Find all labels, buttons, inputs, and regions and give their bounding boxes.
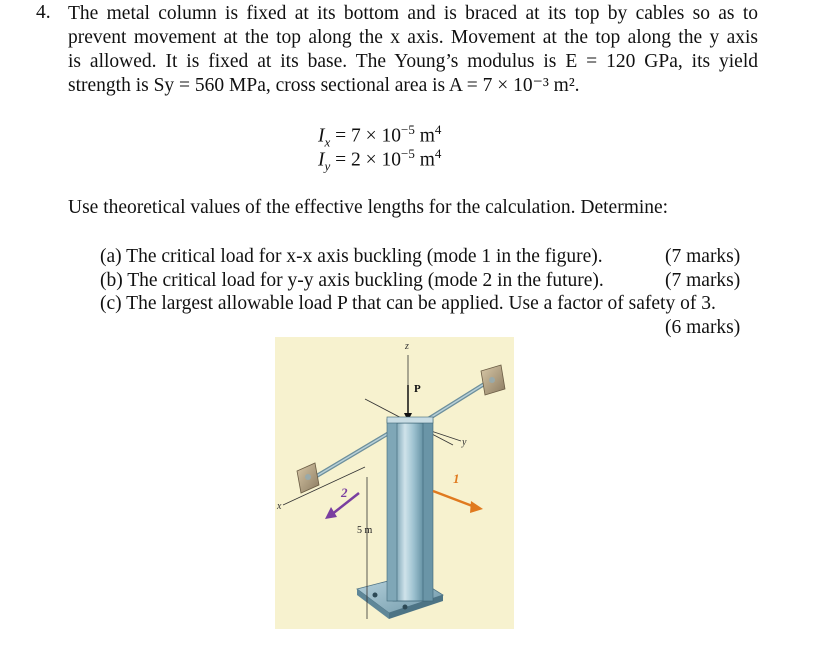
eq-rhs: = 2 × 10 xyxy=(330,149,402,171)
question-number: 4. xyxy=(36,2,51,23)
column-diagram xyxy=(275,337,514,629)
eq-unit: m xyxy=(414,125,435,147)
paragraph-line: prevent movement at the top along the x axis. Movement at the top along the y axis xyxy=(68,27,758,48)
part-b: (b) The critical load for y-y axis buckling (mode 2 in the future). xyxy=(100,270,604,291)
z-axis-label: z xyxy=(405,341,409,352)
column xyxy=(393,423,427,601)
eq-subscript: x xyxy=(324,134,331,150)
eq-rhs: = 7 × 10 xyxy=(330,125,402,147)
left-bracket-bolt xyxy=(305,474,311,480)
eq-unit: m xyxy=(414,149,435,171)
equation-iy xyxy=(318,146,441,174)
eq-symbol: I xyxy=(318,125,325,147)
paragraph-line: is allowed. It is fixed at its base. The Young’s modulus is E = 120 GPa, its yield xyxy=(68,51,758,72)
eq-unit-exponent: 4 xyxy=(434,122,442,137)
question-paragraph xyxy=(68,2,758,98)
paragraph-line: strength is Sy = 560 MPa, cross sectional area is A = 7 × 10⁻³ m². xyxy=(68,75,580,96)
eq-subscript: y xyxy=(324,158,331,174)
part-a: (a) The critical load for x-x axis buckling (mode 1 in the figure). xyxy=(100,246,603,267)
y-axis-label: y xyxy=(462,437,467,448)
base-bolt xyxy=(403,605,408,610)
instruction-text: Use theoretical values of the effective lengths for the calculation. Determine: xyxy=(68,197,669,218)
eq-unit-exponent: 4 xyxy=(434,146,442,161)
part-a-marks: (7 marks) xyxy=(665,246,741,267)
part-c: (c) The largest allowable load P that can be applied. Use a factor of safety of 3. xyxy=(100,293,716,314)
part-c-marks: (6 marks) xyxy=(665,317,741,338)
base-bolt xyxy=(373,593,378,598)
column-top xyxy=(387,417,433,423)
column-flange-right xyxy=(423,419,433,601)
eq-symbol: I xyxy=(318,149,325,171)
part-b-marks: (7 marks) xyxy=(665,270,741,291)
mode1-label: 1 xyxy=(453,471,460,486)
mode2-label: 2 xyxy=(341,485,348,500)
eq-exponent: −5 xyxy=(401,146,415,161)
x-axis-label: x xyxy=(277,501,282,512)
eq-exponent: −5 xyxy=(401,122,415,137)
height-label: 5 m xyxy=(357,525,373,536)
column-flange-left xyxy=(387,419,397,601)
right-bracket-bolt xyxy=(489,377,495,383)
load-label: P xyxy=(414,383,421,395)
paragraph-line: The metal column is fixed at its bottom and is braced at its top by cables so as to xyxy=(68,3,758,24)
column-figure xyxy=(275,337,514,629)
